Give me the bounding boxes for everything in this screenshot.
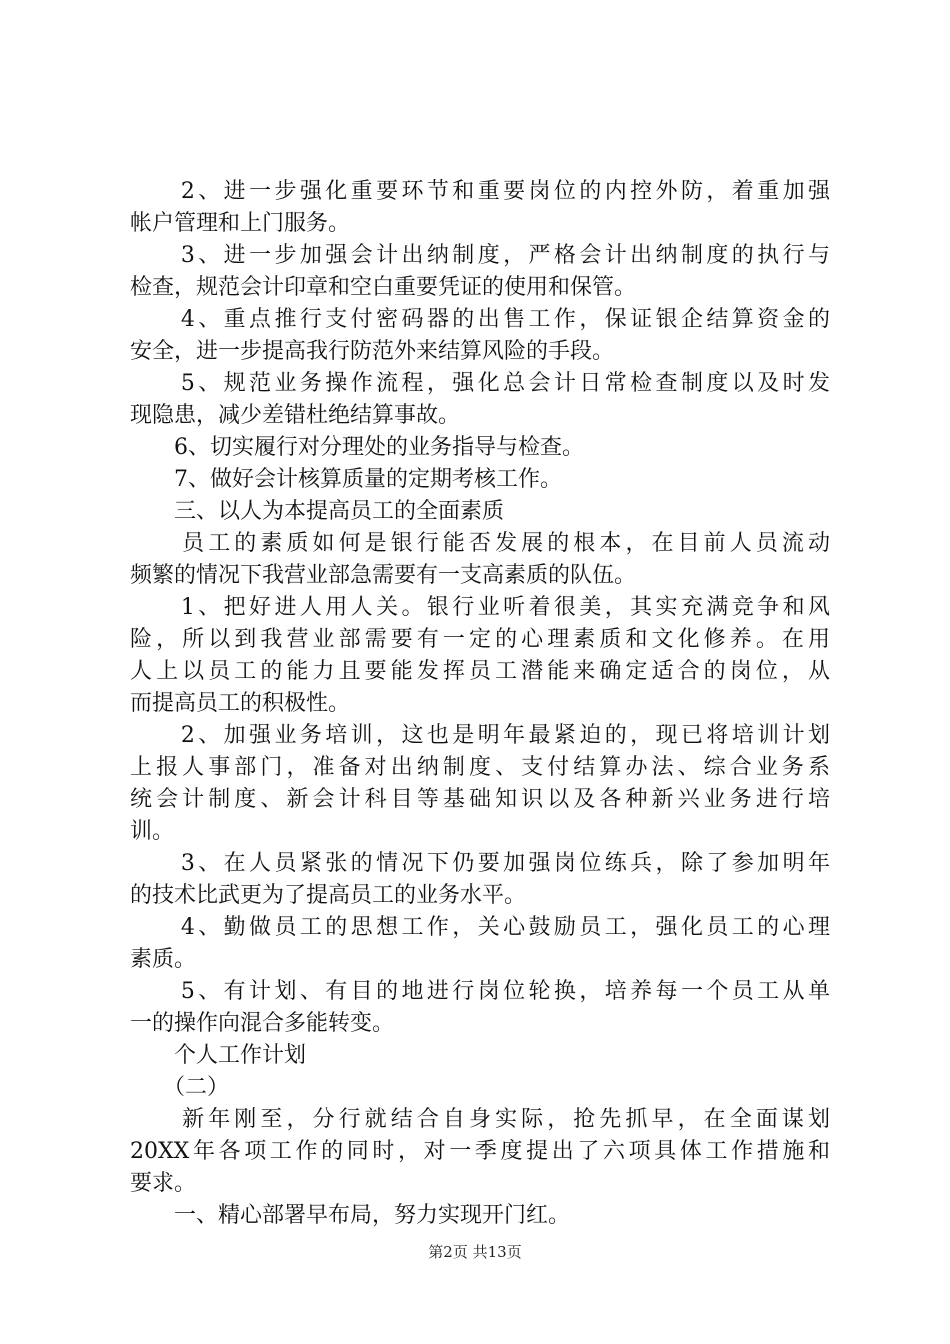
text-line: 险，所以到我营业部需要有一定的心理素质和文化修养。在用 [130,627,830,652]
text-line: 新年刚至，分行就结合自身实际，抢先抓早，在全面谋划 [130,1107,830,1132]
page-footer: 第2页 共13页 [428,1243,522,1261]
text-line: 4、勤做员工的思想工作，关心鼓励员工，强化员工的心理 [130,915,830,940]
section-heading: （二） [130,1075,230,1100]
text-line: 员工的素质如何是银行能否发展的根本，在目前人员流动 [130,531,830,556]
text-line: 2、加强业务培训，这也是明年最紧迫的，现已将培训计划 [130,723,830,748]
text-line: 3、在人员紧张的情况下仍要加强岗位练兵，除了参加明年 [130,851,830,876]
text-line: 7、做好会计核算质量的定期考核工作。 [130,467,562,492]
text-line: 上报人事部门，准备对出纳制度、支付结算办法、综合业务系 [130,755,830,780]
text-line: 的技术比武更为了提高员工的业务水平。 [130,883,527,908]
text-line: 帐户管理和上门服务。 [130,211,351,236]
text-line: 5、规范业务操作流程，强化总会计日常检查制度以及时发 [130,371,830,396]
text-line: 2、进一步强化重要环节和重要岗位的内控外防，着重加强 [130,179,830,204]
text-line: 1、把好进人用人关。银行业听着很美，其实充满竞争和风 [130,595,830,620]
text-line: 频繁的情况下我营业部急需要有一支高素质的队伍。 [130,563,637,588]
text-line: 素质。 [130,947,197,972]
text-line: 6、切实履行对分理处的业务指导与检查。 [130,435,584,460]
section-heading: 三、以人为本提高员工的全面素质 [130,499,505,524]
text-line: 一、精心部署早布局，努力实现开门红。 [130,1203,571,1228]
text-line: 人上以员工的能力且要能发挥员工潜能来确定适合的岗位，从 [130,659,830,684]
text-line: 一的操作向混合多能转变。 [130,1011,395,1036]
text-line: 4、重点推行支付密码器的出售工作，保证银企结算资金的 [130,307,830,332]
text-line: 要求。 [130,1171,197,1196]
text-line: 统会计制度、新会计科目等基础知识以及各种新兴业务进行培 [130,787,830,812]
text-line: 3、进一步加强会计出纳制度，严格会计出纳制度的执行与 [130,243,830,268]
section-heading: 个人工作计划 [130,1043,307,1068]
text-line: 20XX年各项工作的同时，对一季度提出了六项具体工作措施和 [130,1139,830,1164]
text-line: 而提高员工的积极性。 [130,691,351,716]
text-line: 5、有计划、有目的地进行岗位轮换，培养每一个员工从单 [130,979,830,1004]
text-line: 训。 [130,819,175,844]
text-line: 检查，规范会计印章和空白重要凭证的使用和保管。 [130,275,637,300]
text-line: 安全，进一步提高我行防范外来结算风险的手段。 [130,339,615,364]
text-line: 现隐患，减少差错杜绝结算事故。 [130,403,461,428]
